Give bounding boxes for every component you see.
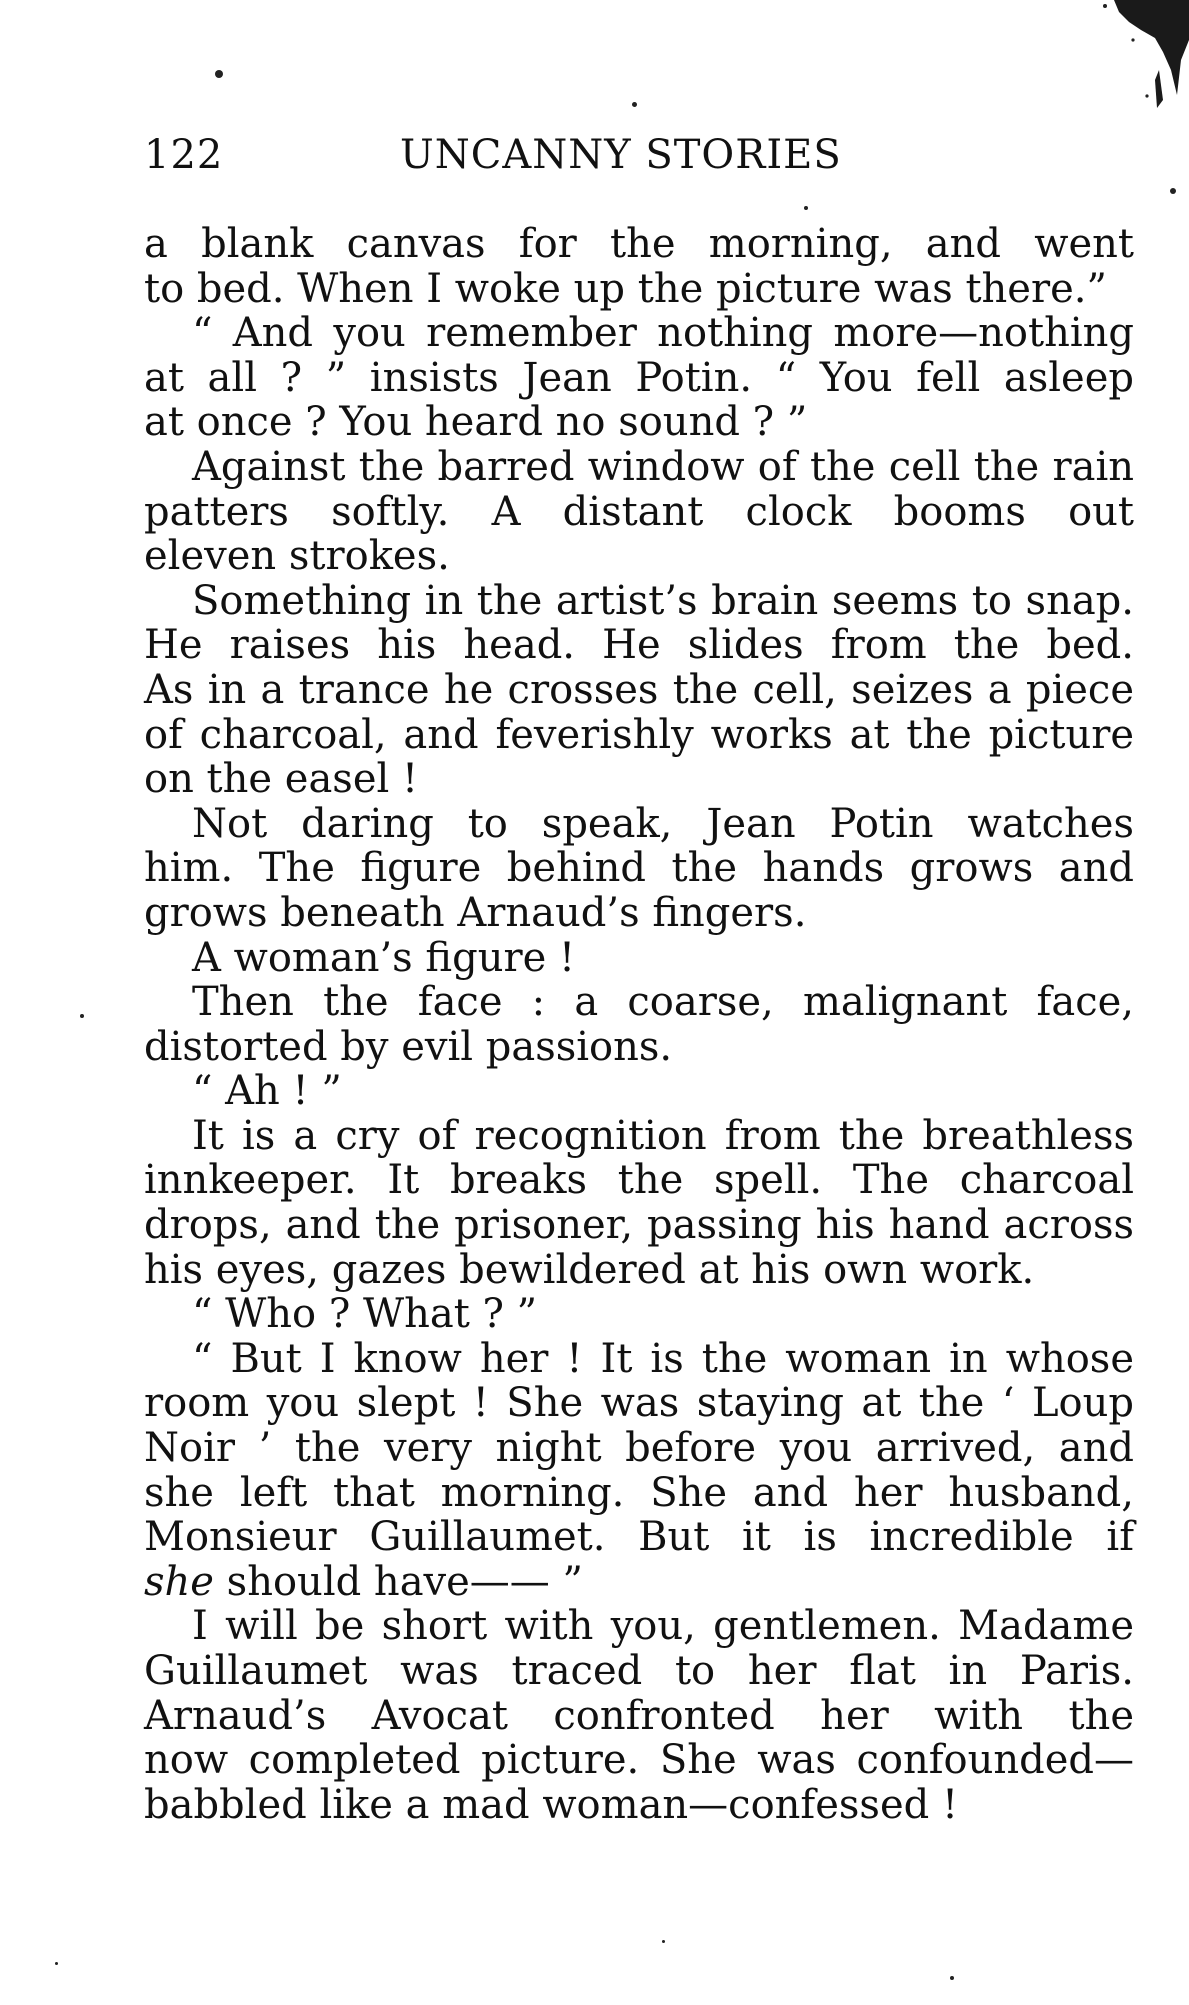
body-text xyxy=(144,222,1134,1827)
paragraph: Then the face : a coarse, malignant face, xyxy=(192,979,1134,1026)
ink-speck xyxy=(1170,188,1176,194)
paragraph: room you slept ! She was staying at the ‘ Loup xyxy=(144,1380,1134,1427)
paragraph: patters softly. A distant clock booms out xyxy=(144,488,1134,535)
paragraph: a blank canvas for the morning, and went xyxy=(144,221,1134,267)
paragraph: I will be short with you, gentlemen. Madame xyxy=(192,1603,1134,1650)
ink-speck xyxy=(950,1976,954,1980)
paragraph xyxy=(144,1560,1134,1605)
paragraph: Arnaud’s Avocat confronted her with the xyxy=(144,1692,1134,1739)
line-text: should have—— ” xyxy=(213,1558,583,1605)
paragraph: Not daring to speak, Jean Potin watches xyxy=(192,800,1134,847)
paragraph: As in a trance he crosses the cell, seizes a piece xyxy=(144,666,1134,713)
paragraph: He raises his head. He slides from the bed. xyxy=(144,622,1134,669)
paragraph: now completed picture. She was confounded— xyxy=(144,1737,1134,1784)
paragraph: “ But I know her ! It is the woman in whose xyxy=(192,1335,1134,1382)
paragraph: A woman’s figure ! xyxy=(192,934,576,981)
ink-speck xyxy=(80,1014,84,1018)
ink-speck xyxy=(215,70,223,78)
page-number: 122 xyxy=(144,132,224,178)
paragraph: on the easel ! xyxy=(144,756,419,803)
ink-speck xyxy=(632,102,637,107)
paragraph: she left that morning. She and her husband, xyxy=(144,1469,1134,1516)
paragraph: drops, and the prisoner, passing his hand across xyxy=(144,1202,1134,1249)
running-title: UNCANNY STORIES xyxy=(400,132,842,178)
paragraph: Noir ’ the very night before you arrived, and xyxy=(144,1425,1134,1472)
paragraph: at all ? ” insists Jean Potin. “ You fell asleep xyxy=(144,354,1134,401)
paragraph: “ And you remember nothing more—nothing xyxy=(192,310,1134,357)
ink-speck xyxy=(804,206,808,210)
ink-speck xyxy=(55,1962,58,1965)
paragraph: innkeeper. It breaks the spell. The charcoal xyxy=(144,1157,1134,1204)
paragraph: grows beneath Arnaud’s fingers. xyxy=(144,889,807,936)
ink-speck xyxy=(662,1940,665,1943)
paragraph: him. The figure behind the hands grows and xyxy=(144,845,1134,892)
paragraph: Against the barred window of the cell the rain xyxy=(192,443,1134,490)
paragraph: to bed. When I woke up the picture was there.” xyxy=(144,265,1107,312)
paragraph: at once ? You heard no sound ? ” xyxy=(144,399,808,446)
paragraph: Something in the artist’s brain seems to snap. xyxy=(192,577,1134,624)
paragraph: his eyes, gazes bewildered at his own work. xyxy=(144,1246,1035,1293)
paragraph: Monsieur Guillaumet. But it is incredible if xyxy=(144,1514,1134,1561)
paragraph: “ Who ? What ? ” xyxy=(192,1291,538,1338)
paragraph: eleven strokes. xyxy=(144,533,450,580)
paragraph: Guillaumet was traced to her flat in Paris. xyxy=(144,1648,1134,1694)
paragraph: distorted by evil passions. xyxy=(144,1023,673,1070)
paragraph: “ Ah ! ” xyxy=(192,1068,342,1115)
italic-word: she xyxy=(144,1558,214,1605)
paragraph: of charcoal, and feverishly works at the picture xyxy=(144,711,1134,758)
paragraph: It is a cry of recognition from the breathless xyxy=(192,1112,1134,1159)
running-header xyxy=(144,132,1134,192)
paragraph: babbled like a mad woman—confessed ! xyxy=(144,1781,959,1828)
ink-blot-decoration xyxy=(1059,0,1189,110)
